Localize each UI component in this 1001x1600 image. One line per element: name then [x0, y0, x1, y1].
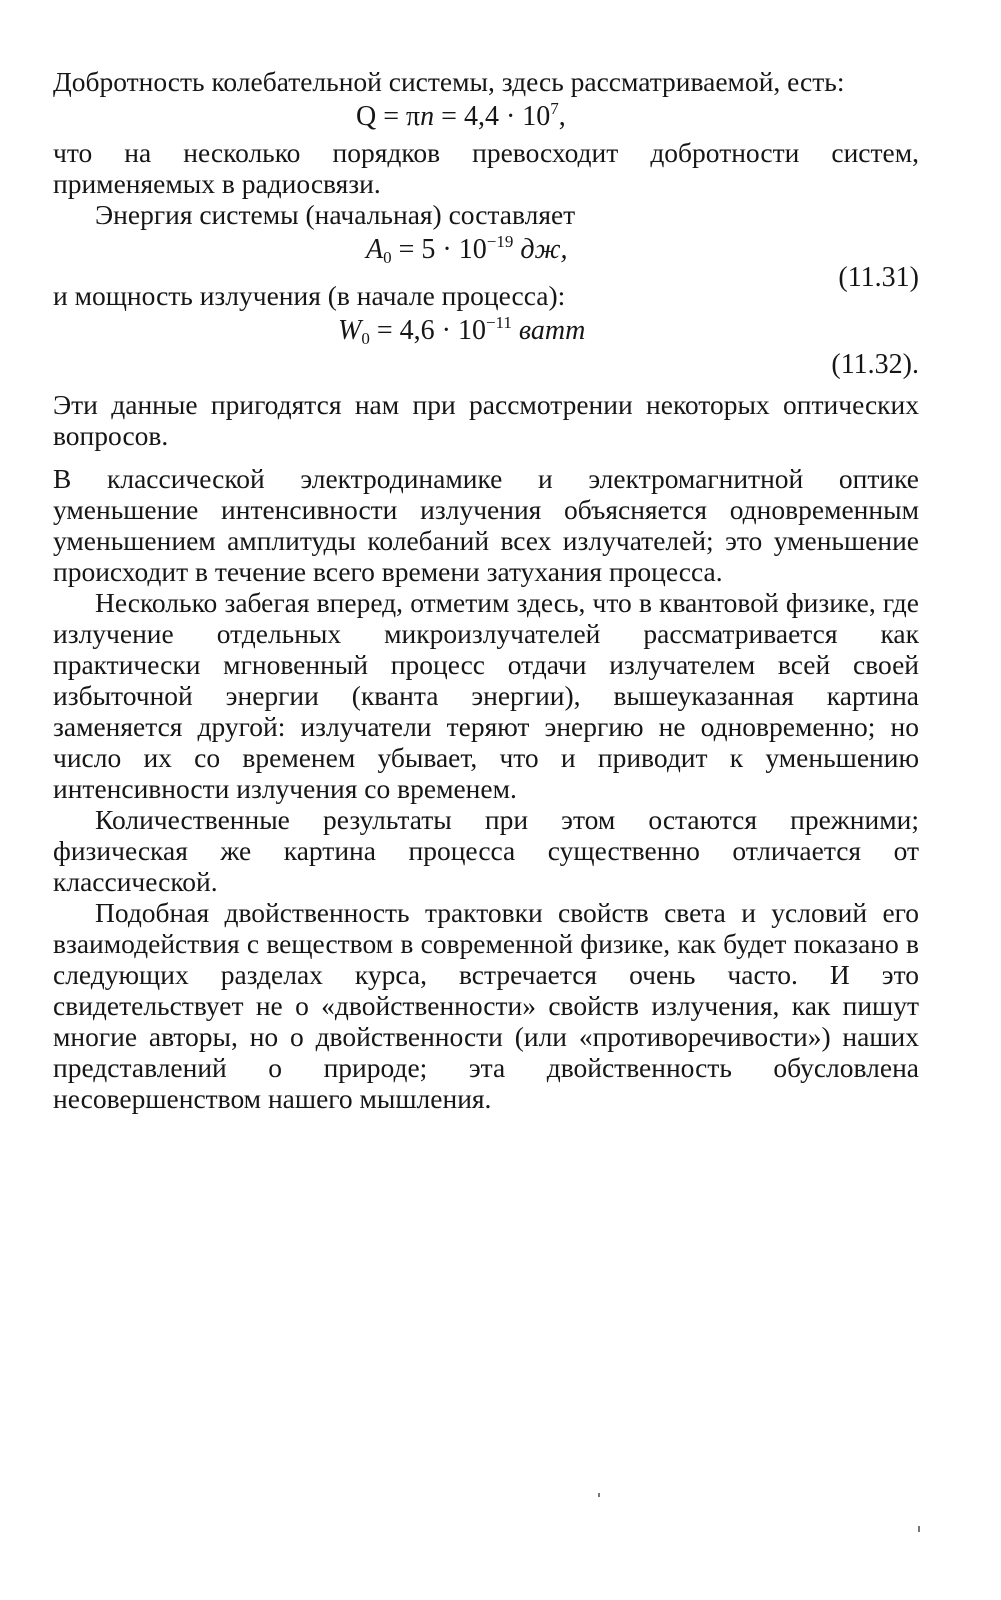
paragraph-data-usage: Эти данные пригодятся нам при рассмотрении некоторых оптических вопросов.	[53, 389, 919, 451]
formula-power	[53, 311, 919, 351]
formula-power-expression: $W_0 = 4,6 \cdot 10^{-11}$ ватт	[338, 313, 586, 348]
paragraph-duality: Подобная двойственность трактовки свойств света и условий его взаимодействия с веществом в современной физике, как будет показано в следующих разделах курса, встречается очень часто. И это свидетельствует не о «двойственности» свойств излучения, как пишут многие авторы, но о двойственности (или «противоречивости») наших представлений о природе; эта двойственность обусловлена несовершенством нашего мышления.	[53, 897, 919, 1114]
paragraph-power-intro: и мощность излучения (в начале процесса):	[53, 280, 566, 311]
paragraph-energy-intro: Энергия системы (начальная) составляет	[95, 199, 576, 230]
paragraph-classical-electrodynamics: В классической электродинамике и электромагнитной оптике уменьшение интенсивности излучения объясняется одновременным уменьшением амплитуды колебаний всех излучателей; это уменьшение происходит в течение всего времени затухания процесса.	[53, 463, 919, 587]
scan-speck	[598, 1493, 600, 1497]
equation-number-11-31: (11.31)	[838, 262, 919, 293]
scan-speck	[918, 1526, 920, 1532]
paragraph-q-factor-intro: Добротность колебательной системы, здесь рассматриваемой, есть:	[53, 66, 845, 97]
formula-energy	[53, 230, 919, 270]
paragraph-quantitative-results: Количественные результаты при этом остаются прежними; физическая же картина процесса существенно отличается от классической.	[53, 804, 919, 897]
paragraph-q-comparison: что на несколько порядков превосходит добротности систем, применяемых в радиосвязи.	[53, 137, 919, 199]
equation-number-11-32: (11.32).	[831, 349, 919, 380]
formula-q-expression: $Q = \pi n = 4,4 \cdot 10^7$,	[356, 99, 566, 132]
formula-q-factor	[53, 97, 919, 137]
paragraph-quantum-physics: Несколько забегая вперед, отметим здесь, что в квантовой физике, где излучение отдельных микроизлучателей рассматривается как практически мгновенный процесс отдачи излучателем всей своей избыточной энергии (кванта энергии), вышеуказанная картина заменяется другой: излучатели теряют энергию не одновременно; но число их со временем убывает, что и приводит к уменьшению интенсивности излучения со временем.	[53, 587, 919, 804]
page-text	[53, 66, 919, 1114]
formula-energy-expression: $A_0 = 5 \cdot 10^{-19}$ дж,	[366, 232, 568, 267]
